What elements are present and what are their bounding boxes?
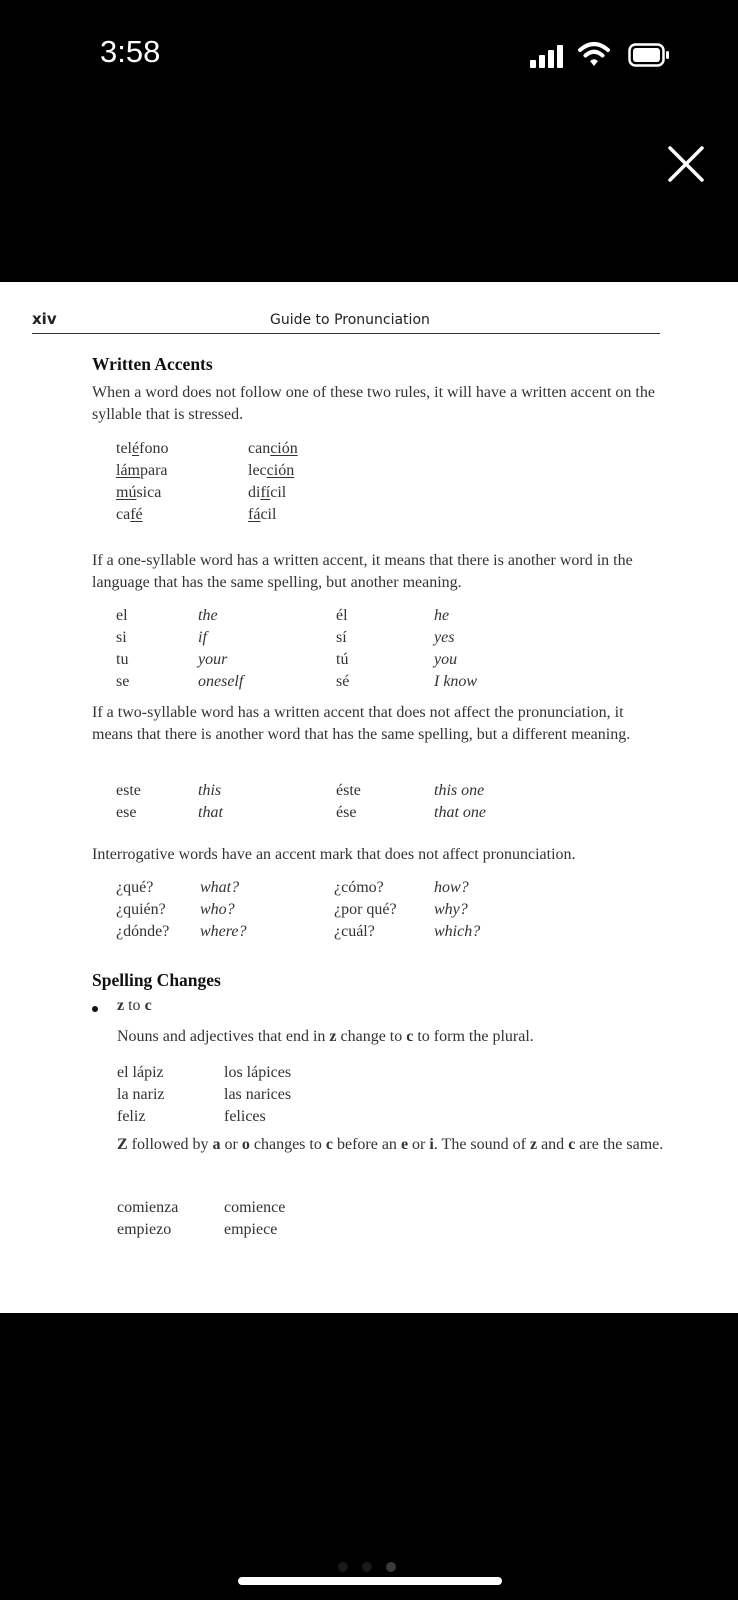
paragraph-accent-intro: When a word does not follow one of these two rules, it will have a written accent on the syllable that is stressed. [92, 384, 655, 423]
stress-word [116, 462, 168, 480]
base-form: empiezo [117, 1221, 172, 1238]
word-part: sica [136, 484, 162, 501]
page-dot[interactable] [362, 1562, 372, 1572]
translation: this one [434, 782, 485, 799]
translation: who? [200, 901, 235, 918]
word-part: cil [270, 484, 287, 501]
spanish-word: sé [336, 673, 350, 690]
paragraph-nouns-plural: Nouns and adjectives that end in z change to c to form the plural. [117, 1028, 534, 1045]
bullet-z-to-c: z to c [117, 997, 152, 1014]
base-form: comienza [117, 1199, 179, 1216]
spanish-word: este [116, 782, 141, 799]
word-part: tel [116, 440, 132, 457]
page-dot[interactable] [338, 1562, 348, 1572]
spanish-word: tú [336, 651, 349, 668]
stressed-syllable: é [132, 440, 140, 457]
base-form: el lápiz [117, 1064, 164, 1081]
stress-word [116, 440, 168, 458]
translation: yes [434, 629, 455, 646]
stress-word [116, 506, 143, 524]
status-bar [0, 0, 738, 110]
translation: if [198, 629, 207, 646]
changed-form: comience [224, 1199, 286, 1216]
status-time: 3:58 [100, 34, 161, 69]
spanish-word: se [116, 673, 130, 690]
translation: that one [434, 804, 486, 821]
translation: where? [200, 923, 247, 940]
spanish-word: si [116, 629, 127, 646]
stressed-syllable: fé [130, 506, 143, 523]
close-icon[interactable] [666, 144, 706, 184]
translation: your [198, 651, 228, 668]
spanish-word: tu [116, 651, 129, 668]
page-dot-active[interactable] [386, 1562, 396, 1572]
word-part: di [248, 484, 261, 501]
running-title: Guide to Pronunciation [270, 312, 430, 328]
stressed-syllable: ción [266, 462, 295, 479]
spanish-word: ¿cuál? [334, 923, 375, 940]
spanish-word: ése [336, 804, 357, 821]
changed-form: empiece [224, 1221, 278, 1238]
wifi-icon [578, 40, 610, 68]
stress-word [116, 484, 161, 502]
translation: I know [434, 673, 478, 690]
translation: which? [434, 923, 481, 940]
page-number: xiv [32, 310, 57, 328]
spanish-word: ¿qué? [116, 879, 154, 896]
word-part: fono [139, 440, 169, 457]
paragraph-interrogative: Interrogative words have an accent mark that does not affect pronunciation. [92, 846, 576, 863]
spanish-word: ¿quién? [116, 901, 166, 918]
translation: that [198, 804, 223, 821]
translation: this [198, 782, 222, 799]
spanish-word: ¿dónde? [116, 923, 170, 940]
stressed-syllable: ción [270, 440, 298, 457]
translation: the [198, 607, 218, 624]
spanish-word: él [336, 607, 348, 624]
translation: you [434, 651, 458, 668]
translation: what? [200, 879, 240, 896]
paragraph-two-syllable: If a two-syllable word has a written accent that does not affect the pronunciation, it means that there is another word that has the same spelling, but a different meaning. [92, 704, 631, 743]
header-rule [32, 333, 660, 334]
paragraph-z-rule: Z followed by a or o changes to c before an e or i. The sound of z and c are the same. [117, 1136, 664, 1153]
stress-word [248, 506, 276, 524]
spanish-word: ¿cómo? [334, 879, 384, 896]
word-part: lec [248, 462, 267, 479]
home-indicator[interactable] [238, 1577, 502, 1585]
spanish-word: ese [116, 804, 137, 821]
stressed-syllable: fá [248, 506, 261, 523]
spanish-word: sí [336, 629, 347, 646]
book-page [0, 282, 738, 1313]
translation: why? [434, 901, 468, 918]
paragraph-one-syllable: If a one-syllable word has a written accent, it means that there is another word in the language that has the same spelling, but another meaning. [92, 552, 633, 591]
stress-word [248, 462, 294, 480]
spanish-word: ¿por qué? [334, 901, 397, 918]
translation: oneself [198, 673, 244, 690]
word-part: cil [260, 506, 277, 523]
base-form: feliz [117, 1108, 146, 1125]
stressed-syllable: lám [116, 462, 140, 479]
stress-word [248, 484, 286, 502]
translation: he [434, 607, 450, 624]
battery-icon [628, 43, 670, 67]
word-part: can [248, 440, 271, 457]
changed-form: los lápices [224, 1064, 292, 1081]
translation: how? [434, 879, 469, 896]
changed-form: las narices [224, 1086, 292, 1103]
changed-form: felices [224, 1108, 266, 1125]
spanish-word: el [116, 607, 128, 624]
signal-icon [530, 44, 564, 68]
section-heading-spelling: Spelling Changes [92, 970, 221, 990]
base-form: la nariz [117, 1086, 165, 1103]
bullet-dot [92, 1006, 98, 1012]
stress-word [248, 440, 298, 458]
word-part: ca [116, 506, 131, 523]
spanish-word: éste [336, 782, 361, 799]
word-part: para [140, 462, 168, 479]
stressed-syllable: fí [260, 484, 271, 501]
stressed-syllable: mú [116, 484, 137, 501]
section-heading-accents: Written Accents [92, 354, 213, 374]
